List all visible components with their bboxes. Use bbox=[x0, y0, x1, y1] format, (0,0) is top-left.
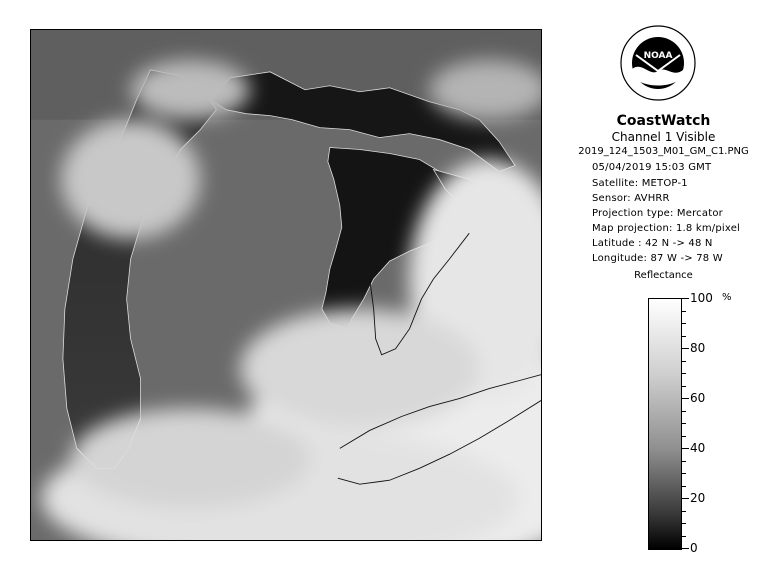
logo-text: NOAA bbox=[643, 51, 673, 61]
colorbar-title: Reflectance bbox=[634, 270, 693, 281]
colorbar-tick bbox=[682, 498, 689, 499]
colorbar-tick bbox=[682, 323, 686, 324]
colorbar-tick bbox=[682, 373, 686, 374]
great-lakes-image bbox=[31, 30, 541, 540]
colorbar-tick-label: 40 bbox=[690, 441, 706, 455]
map-projection: Map projection: 1.8 km/pixel bbox=[592, 223, 741, 234]
date-time: 05/04/2019 15:03 GMT bbox=[592, 162, 712, 173]
colorbar-tick-label: 80 bbox=[690, 341, 706, 355]
colorbar-tick bbox=[682, 336, 686, 337]
colorbar-tick bbox=[682, 361, 686, 362]
colorbar-tick bbox=[682, 461, 686, 462]
colorbar-tick bbox=[682, 511, 686, 512]
colorbar-tick-label: 0 bbox=[690, 541, 698, 555]
colorbar-tick bbox=[682, 486, 686, 487]
colorbar-tick-label: 20 bbox=[690, 491, 706, 505]
channel-title: Channel 1 Visible bbox=[611, 130, 716, 144]
satellite-map bbox=[30, 29, 542, 541]
projection-type: Projection type: Mercator bbox=[592, 208, 723, 219]
colorbar-tick-label: 60 bbox=[690, 391, 706, 405]
latitude-range: Latitude : 42 N -> 48 N bbox=[592, 238, 713, 249]
noaa-logo bbox=[620, 25, 696, 101]
longitude-range: Longitude: 87 W -> 78 W bbox=[592, 253, 723, 264]
colorbar-tick bbox=[682, 448, 689, 449]
colorbar-tick bbox=[682, 473, 686, 474]
colorbar-tick bbox=[682, 311, 686, 312]
colorbar-tick bbox=[682, 536, 686, 537]
colorbar-tick bbox=[682, 523, 686, 524]
sensor-info: Sensor: AVHRR bbox=[592, 193, 670, 204]
colorbar-tick bbox=[682, 386, 686, 387]
colorbar-tick bbox=[682, 423, 686, 424]
colorbar-tick bbox=[682, 298, 689, 299]
colorbar-tick-label: 100 bbox=[690, 291, 713, 305]
colorbar-tick bbox=[682, 436, 686, 437]
reflectance-colorbar bbox=[648, 298, 682, 550]
product-name: CoastWatch bbox=[616, 113, 711, 129]
colorbar-tick bbox=[682, 348, 689, 349]
filename: 2019_124_1503_M01_GM_C1.PNG bbox=[578, 146, 749, 157]
colorbar-unit: % bbox=[722, 292, 732, 303]
colorbar-tick bbox=[682, 398, 689, 399]
colorbar-tick bbox=[682, 411, 686, 412]
satellite-info: Satellite: METOP-1 bbox=[592, 178, 688, 189]
colorbar-tick bbox=[682, 548, 689, 549]
